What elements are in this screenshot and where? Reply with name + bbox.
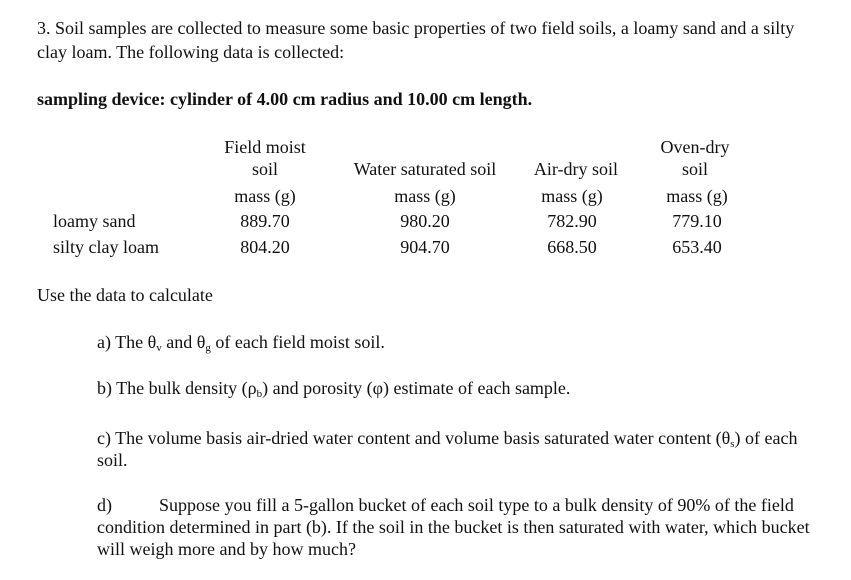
unit-field-moist: mass (g) xyxy=(234,186,296,206)
question-c xyxy=(97,427,827,471)
cell-silty-clay-loam-saturated: 904.70 xyxy=(400,237,450,257)
header-water-saturated-line2: Water saturated soil xyxy=(353,159,497,179)
question-a-pre: a) The θ xyxy=(97,332,157,352)
row-label-silty-clay-loam: silty clay loam xyxy=(53,237,159,257)
question-a-sub-g: g xyxy=(205,342,211,354)
problem-intro: 3. Soil samples are collected to measure some basic properties of two field soils, a loamy sand and a silty clay loam. The following data is collected: xyxy=(37,18,795,62)
header-water-saturated xyxy=(330,158,520,180)
question-d-text: Suppose you fill a 5-gallon bucket of each soil type to a bulk density of 90% of the field condition determined in part (b). If the soil in the bucket is then saturated with water, which bucket will weigh more and by how much? xyxy=(97,495,810,559)
sampling-device-spec: sampling device: cylinder of 4.00 cm radius and 10.00 cm length. xyxy=(37,89,533,109)
question-d xyxy=(97,494,827,560)
question-c-sub: s xyxy=(730,438,735,450)
question-c-pre: c) The volume basis air-dried water content and volume basis saturated water content (θ xyxy=(97,428,731,448)
row-label-loamy-sand: loamy sand xyxy=(53,211,136,231)
header-field-moist xyxy=(205,136,325,180)
question-c-post: ) of each soil. xyxy=(97,428,798,470)
question-a xyxy=(97,331,827,353)
unit-air-dry: mass (g) xyxy=(541,186,603,206)
question-a-mid: and θ xyxy=(161,332,206,352)
instructions: Use the data to calculate xyxy=(37,285,213,305)
cell-silty-clay-loam-air-dry: 668.50 xyxy=(547,237,597,257)
header-field-moist-line2: soil xyxy=(251,159,278,179)
cell-silty-clay-loam-oven-dry: 653.40 xyxy=(672,237,722,257)
cell-silty-clay-loam-field-moist: 804.20 xyxy=(240,237,290,257)
cell-loamy-sand-saturated: 980.20 xyxy=(400,211,450,231)
unit-water-saturated: mass (g) xyxy=(394,186,456,206)
header-oven-dry xyxy=(640,136,750,180)
question-b-sub: b xyxy=(256,388,263,400)
question-d-label: d) xyxy=(97,495,112,515)
question-b-pre: b) The bulk density (ρ xyxy=(97,378,257,398)
cell-loamy-sand-air-dry: 782.90 xyxy=(547,211,597,231)
header-air-dry-line2: Air-dry soil xyxy=(533,159,619,179)
question-b-post: ) and porosity (φ) estimate of each sample. xyxy=(262,378,571,398)
unit-oven-dry: mass (g) xyxy=(666,186,728,206)
header-oven-dry-line2: soil xyxy=(681,159,708,179)
cell-loamy-sand-field-moist: 889.70 xyxy=(240,211,290,231)
header-air-dry xyxy=(520,158,632,180)
header-oven-dry-line1: Oven-dry xyxy=(660,137,730,157)
question-b xyxy=(97,377,827,399)
header-field-moist-line1: Field moist xyxy=(224,137,306,157)
question-a-sub-v: v xyxy=(156,342,162,354)
cell-loamy-sand-oven-dry: 779.10 xyxy=(672,211,722,231)
question-a-post: of each field moist soil. xyxy=(210,332,385,352)
